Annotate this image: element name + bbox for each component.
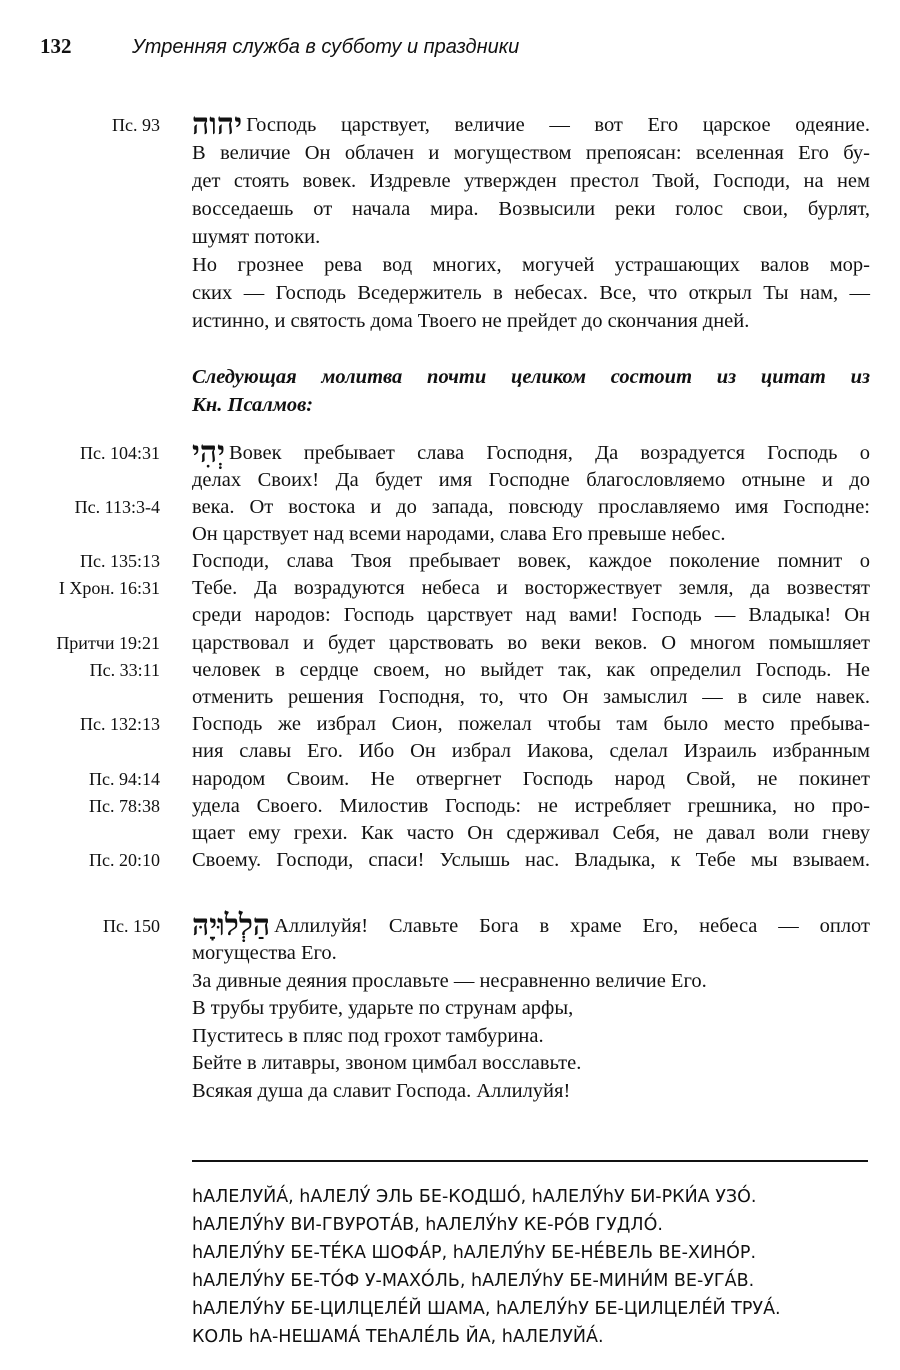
- running-head: Утренняя служба в субботу и праздники: [132, 36, 520, 58]
- hebrew-initial-word: יהוה: [192, 107, 243, 142]
- text-line: отменить решения Господня, то, что Он замыслил — в силе навек.: [192, 686, 870, 708]
- text-line: В трубы трубите, ударьте по струнам арфы,: [192, 997, 574, 1019]
- section-divider: [192, 1160, 868, 1162]
- text-line: истинно, и святость дома Твоего не прейдет до скончания дней.: [192, 310, 750, 332]
- verse-reference: Притчи 19:21: [56, 633, 160, 653]
- verse-reference: Пс. 93: [112, 115, 160, 135]
- verse-reference: Пс. 135:13: [80, 551, 160, 571]
- text-line: הַלְלוּיָהּ Аллилуйя! Славьте Бога в храме Его, небеса — оплот: [192, 908, 870, 943]
- text-line: יהוה Господь царствует, величие — вот Его царское одеяние.: [192, 107, 870, 142]
- intro-line: Следующая молитва почти целиком состоит из цитат из: [192, 366, 870, 388]
- page-number: 132: [40, 34, 72, 58]
- text-line: щает ему грехи. Как часто Он сдерживал Себя, не давал воли гневу: [192, 822, 870, 844]
- text-line: дет стоять вовек. Издревле утвержден престол Твой, Господи, на нем: [192, 170, 870, 192]
- text-line: народом Своим. Не отвергнет Господь народ Свой, не покинет: [192, 768, 870, 790]
- text-line: Всякая душа да славит Господа. Аллилуйя!: [192, 1080, 571, 1102]
- text-line: Но грознее рева вод многих, могучей устрашающих валов мор-: [192, 254, 870, 276]
- verse-reference: Пс. 150: [103, 916, 160, 936]
- verse-reference: Пс. 113:3-4: [74, 497, 160, 517]
- verse-reference: Пс. 132:13: [80, 714, 160, 734]
- transliteration-line: hАЛЕЛУ́hУ БЕ-ТЕ́КА ШОФА́Р, hАЛЕЛУ́hУ БЕ-НЕ́ВЕЛЬ ВЕ-ХИНО́Р.: [192, 1243, 757, 1263]
- text-line: человек в сердце своем, но выйдет так, как определил Господь. Не: [192, 659, 870, 681]
- verse-reference: Пс. 94:14: [89, 769, 160, 789]
- text-line: В величие Он облачен и могуществом препоясан: вселенная Его бу-: [192, 142, 870, 164]
- transliteration-line: hАЛЕЛУ́hУ ВИ-ГВУРОТА́В, hАЛЕЛУ́hУ КЕ-РО́В ГУДЛО́.: [192, 1215, 663, 1235]
- transliteration-line: hАЛЕЛУ́hУ БЕ-ЦИЛЦЕЛЕ́Й ШАМА, hАЛЕЛУ́hУ БЕ-ЦИЛЦЕЛЕ́Й ТРУА́.: [192, 1299, 781, 1319]
- verse-reference: Пс. 20:10: [89, 850, 160, 870]
- intro-line: Кн. Псалмов:: [192, 394, 314, 416]
- text-line: ских — Господь Вседержитель в небесах. Все, что открыл Ты нам, —: [192, 282, 870, 304]
- text-line: За дивные деяния прославьте — несравненно величие Его.: [192, 970, 707, 992]
- text-line: Своему. Господи, спаси! Услышь нас. Владыка, к Тебе мы взываем.: [192, 849, 870, 871]
- text-line: Господь же избрал Сион, пожелал чтобы там было место пребыва-: [192, 713, 870, 735]
- text-line: ния славы Его. Ибо Он избрал Иакова, сделал Израиль избранным: [192, 740, 870, 762]
- verse-reference: Пс. 33:11: [89, 660, 160, 680]
- text-line: шумят потоки.: [192, 226, 321, 248]
- hebrew-initial-word: יְהִי: [192, 435, 225, 470]
- text-line: Бейте в литавры, звоном цимбал восславьте.: [192, 1052, 582, 1074]
- text-line: восседаешь от начала мира. Возвысили реки голос свои, бурлят,: [192, 198, 870, 220]
- text-line: могущества Его.: [192, 942, 337, 964]
- page-header: [40, 34, 860, 64]
- text-line: делах Своих! Да будет имя Господне благословляемо отныне и до: [192, 469, 870, 491]
- hebrew-initial-word: הַלְלוּיָהּ: [192, 908, 271, 943]
- text-line: века. От востока и до запада, повсюду прославляемо имя Господне:: [192, 496, 870, 518]
- text-line: Тебе. Да возрадуются небеса и восторжествует земля, да возвестят: [192, 577, 870, 599]
- text-line: среди народов: Господь царствует над вами! Господь — Владыка! Он: [192, 604, 870, 626]
- verse-reference: I Хрон. 16:31: [58, 578, 160, 598]
- text-line: Он царствует над всеми народами, слава Его превыше небес.: [192, 523, 726, 545]
- text-line: Пуститесь в пляс под грохот тамбурина.: [192, 1025, 544, 1047]
- verse-reference: Пс. 78:38: [89, 796, 160, 816]
- verse-reference: Пс. 104:31: [80, 443, 160, 463]
- transliteration-line: hАЛЕЛУ́hУ БЕ-ТО́Ф У-МАХО́ЛЬ, hАЛЕЛУ́hУ БЕ-МИНИ́М ВЕ-УГА́В.: [192, 1271, 755, 1291]
- text-line: удела Своего. Милостив Господь: не истребляет грешника, но про-: [192, 795, 870, 817]
- text-line: царствовал и будет царствовать во веки веков. О многом помышляет: [192, 632, 870, 654]
- transliteration-line: КОЛЬ hА-НЕШАМА́ ТЕhАЛЕ́ЛЬ ЙА, hАЛЕЛУЙА́.: [192, 1327, 604, 1347]
- text-line: Господи, слава Твоя пребывает вовек, каждое поколение помнит о: [192, 550, 870, 572]
- text-line: יְהִי Вовек пребывает слава Господня, Да возрадуется Господь о: [192, 435, 870, 470]
- transliteration-line: hАЛЕЛУЙА́, hАЛЕЛУ́ ЭЛЬ БЕ-КОДШО́, hАЛЕЛУ́hУ БИ-РКИ́А УЗО́.: [192, 1187, 757, 1207]
